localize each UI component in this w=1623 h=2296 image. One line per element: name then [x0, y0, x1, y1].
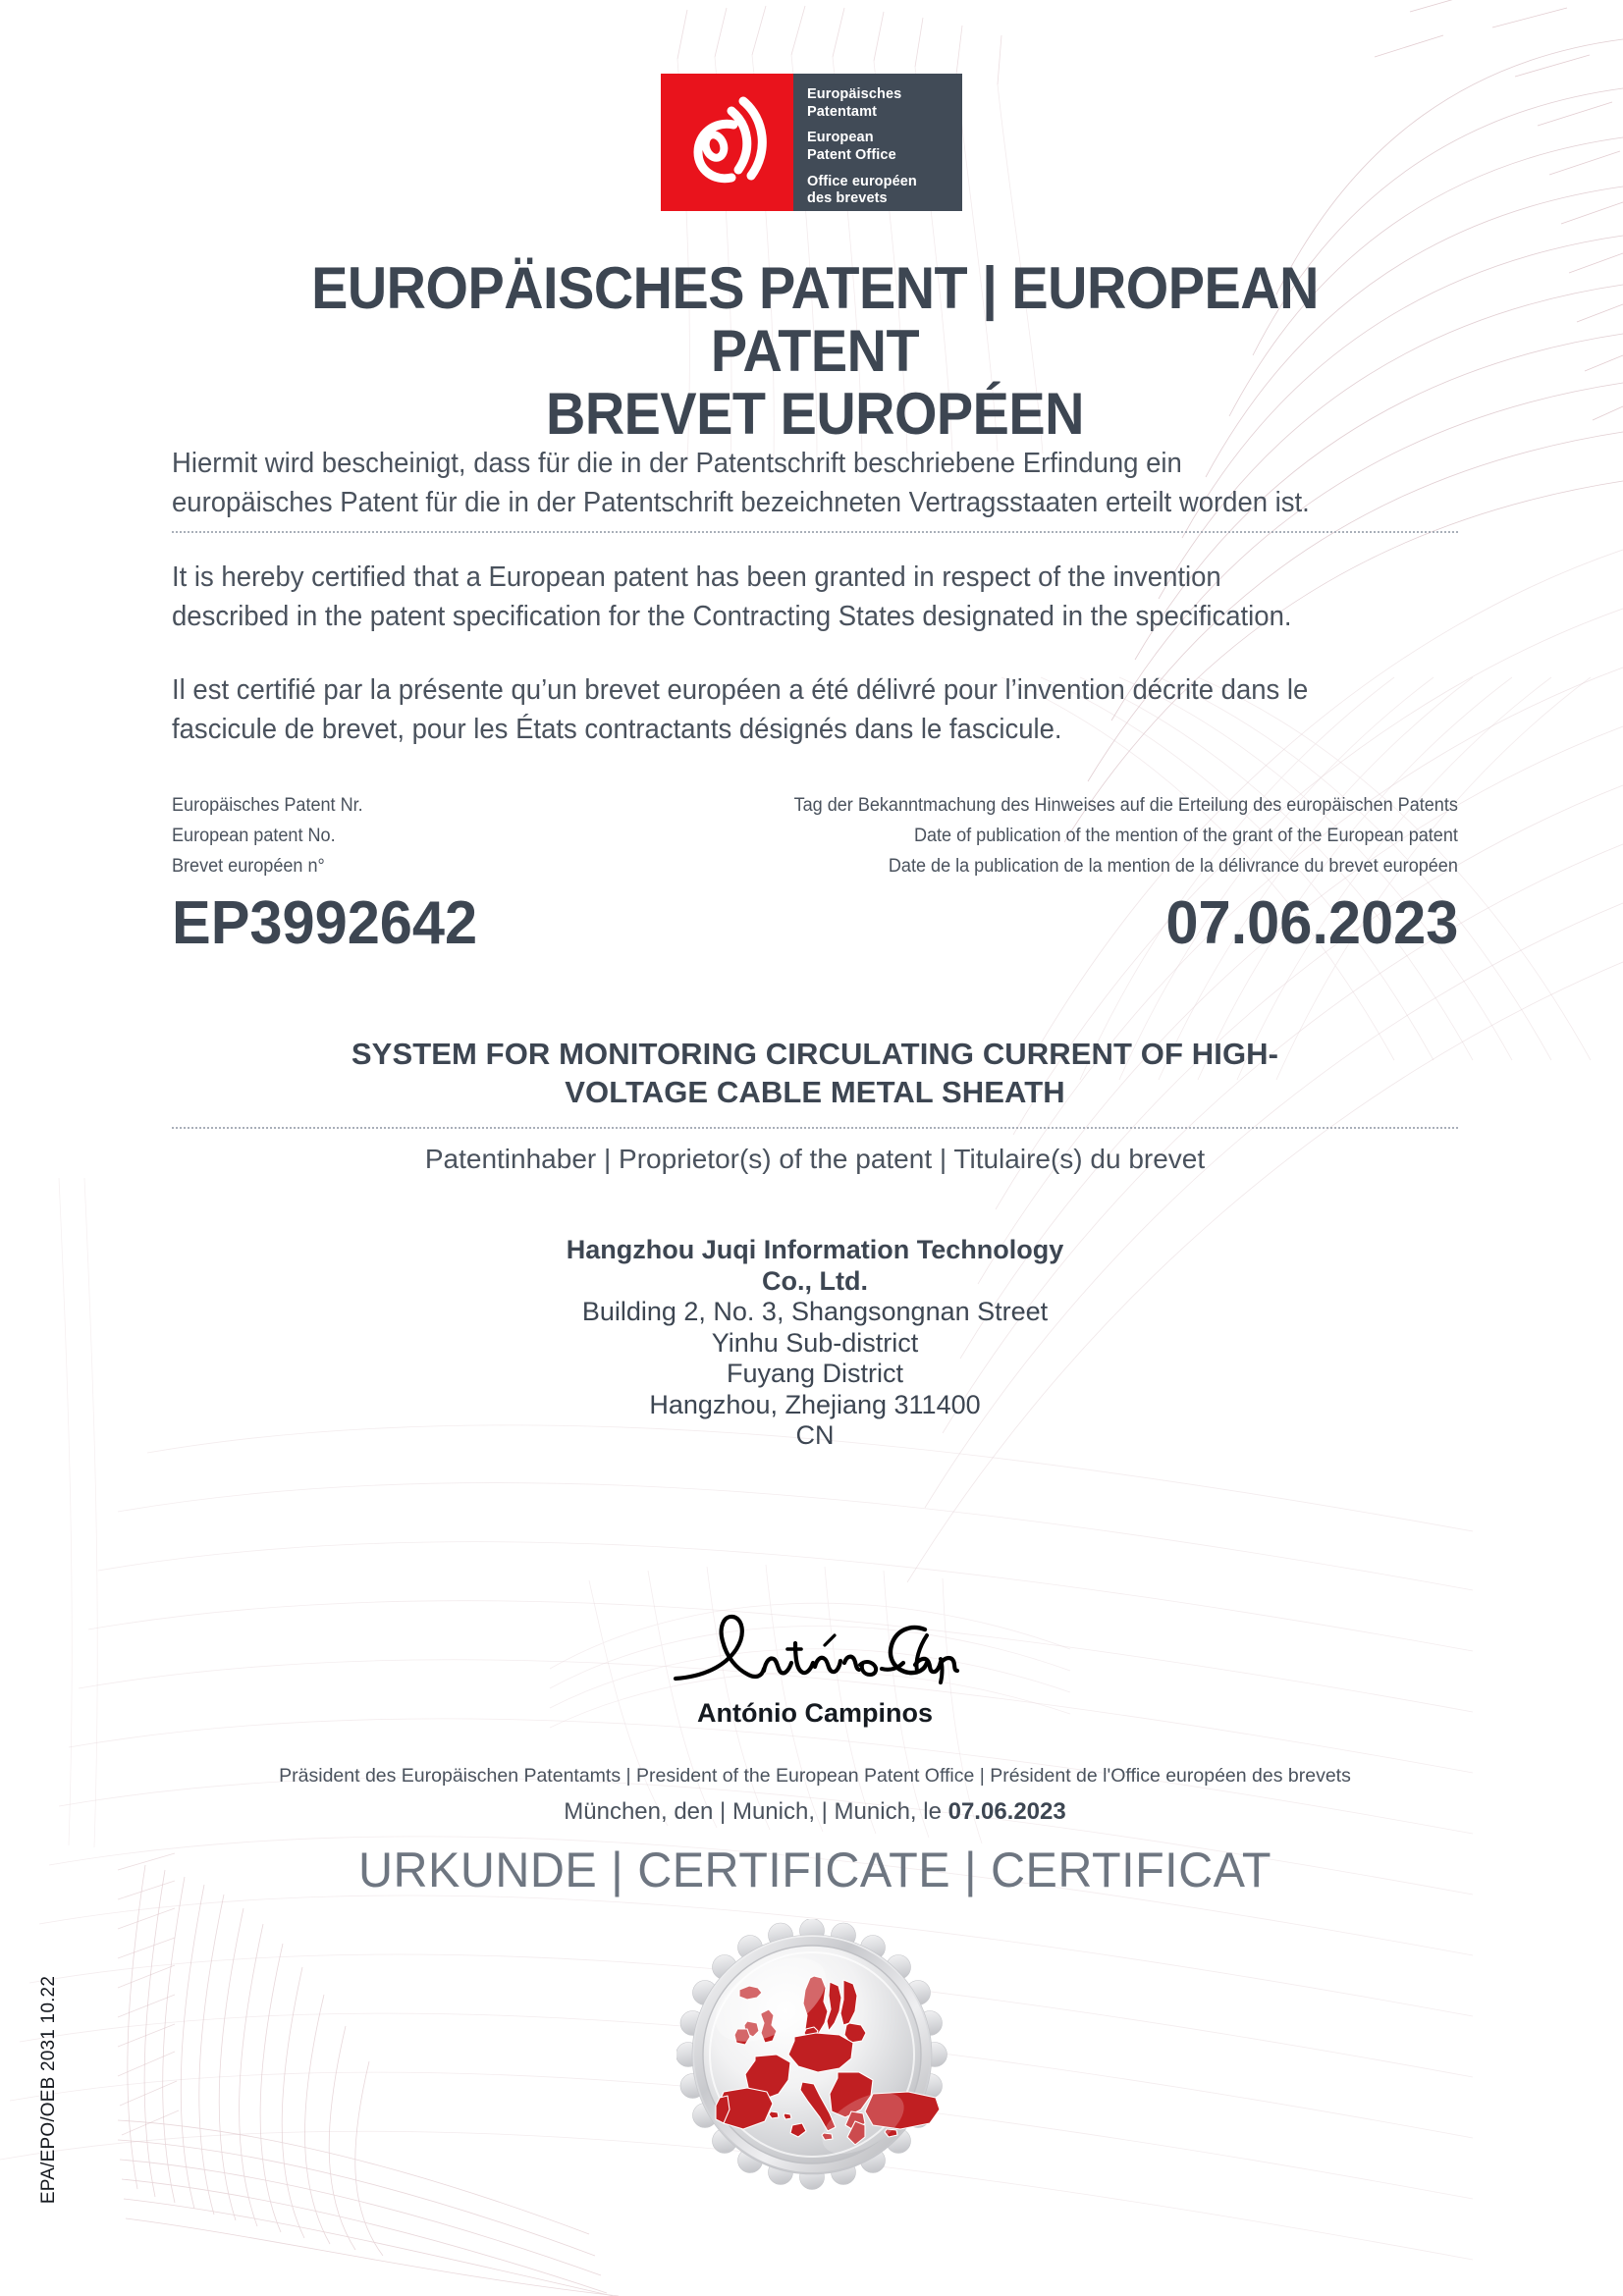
logo-line-en-2: Patent Office [807, 147, 896, 164]
statement-german-line-2: europäisches Patent für die in der Patentschrift bezeichneten Vertragsstaaten erteilt worden ist. [172, 487, 1310, 519]
proprietor-address-line: Building 2, No. 3, Shangsongnan Street [581, 1297, 1049, 1327]
epo-logo-container [0, 0, 1623, 211]
certificate-word: URKUNDE | CERTIFICATE | CERTIFICAT [357, 1842, 1272, 1897]
logo-line-fr-1: Office européen [807, 173, 917, 189]
proprietor-address-line: Yinhu Sub-district [711, 1327, 919, 1358]
proprietor-name-line-2: Co., Ltd. [762, 1265, 868, 1296]
epo-logo-text [793, 74, 962, 211]
logo-line-de-2: Patentamt [807, 103, 877, 120]
invention-title [211, 1036, 1419, 1112]
statement-french-line-1: Il est certifié par la présente qu’un brevet européen a été délivré pour l’invention décrite dans le [172, 674, 1309, 706]
proprietor-address-line: CN [795, 1420, 835, 1451]
place-and-date-line [172, 1798, 1458, 1826]
divider-after-invention-title [172, 1127, 1458, 1129]
patent-number-label-fr: Brevet européen n° [172, 855, 325, 877]
document-reference-code: EPA/EPO/OEB 2031 10.22 [38, 1975, 59, 2205]
place-prefix: München, den | Munich, | Munich, le [564, 1798, 942, 1825]
publication-date-label-de: Tag der Bekanntmachung des Hinweises auf die Erteilung des europäischen Patents [793, 795, 1458, 816]
proprietor-address-line: Fuyang District [726, 1359, 904, 1389]
patent-number-label-en: European patent No. [172, 825, 336, 846]
signatory-title: Präsident des Europäischen Patentamts | President of the European Patent Office | Président de l'Office européen des brevets [279, 1765, 1351, 1787]
statement-german-line-1: Hiermit wird bescheinigt, dass für die in der Patentschrift beschriebene Erfindung ein [172, 448, 1182, 479]
statement-french [172, 670, 1413, 750]
europe-map-embossed-seal-icon [676, 1919, 947, 2190]
logo-line-fr-2: des brevets [807, 190, 888, 207]
invention-title-line-1: SYSTEM FOR MONITORING CIRCULATING CURRENT OF HIGH- [351, 1037, 1279, 1071]
statement-french-line-2: fascicule de brevet, pour les États contractants désignés dans le fascicule. [172, 714, 1062, 746]
place-date: 07.06.2023 [947, 1798, 1066, 1825]
page-title-line-1: EUROPÄISCHES PATENT | EUROPEAN PATENT [311, 255, 1319, 385]
proprietor-name-line-1: Hangzhou Juqi Information Technology [566, 1235, 1064, 1264]
epo-spiral-logo-icon [661, 74, 793, 211]
patent-number-value: EP3992642 [172, 889, 478, 957]
publication-date-labels [759, 791, 1458, 881]
statement-english-line-2: described in the patent specification for the Contracting States designated in the specification. [172, 601, 1292, 633]
field-labels-row [172, 791, 1458, 881]
divider-after-german [172, 531, 1458, 533]
publication-date-value: 07.06.2023 [1165, 889, 1458, 957]
signatory-name: António Campinos [697, 1698, 933, 1728]
statement-german [172, 444, 1413, 523]
proprietor-address-line: Hangzhou, Zhejiang 311400 [649, 1389, 981, 1419]
page-title [217, 257, 1413, 447]
patent-number-labels [172, 791, 373, 881]
logo-line-en-1: European [807, 130, 874, 146]
handwritten-signature-icon [668, 1610, 962, 1694]
key-values-row [172, 888, 1458, 958]
publication-date-label-fr: Date de la publication de la mention de la délivrance du brevet européen [888, 855, 1458, 877]
signature-block [172, 1610, 1458, 1729]
statement-english [172, 558, 1413, 637]
statement-english-line-1: It is hereby certified that a European patent has been granted in respect of the invention [172, 561, 1221, 593]
patent-number-label-de: Europäisches Patent Nr. [172, 795, 363, 816]
invention-title-line-2: VOLTAGE CABLE METAL SHEATH [565, 1074, 1065, 1109]
proprietor-block [172, 1235, 1458, 1452]
proprietor-label: Patentinhaber | Proprietor(s) of the patent | Titulaire(s) du brevet [424, 1144, 1206, 1174]
publication-date-label-en: Date of publication of the mention of the grant of the European patent [914, 825, 1458, 846]
page-title-line-2: BREVET EUROPÉEN [545, 381, 1085, 448]
epo-logo [661, 74, 962, 211]
logo-line-de-1: Europäisches [807, 86, 902, 102]
seal-container [0, 1919, 1623, 2190]
